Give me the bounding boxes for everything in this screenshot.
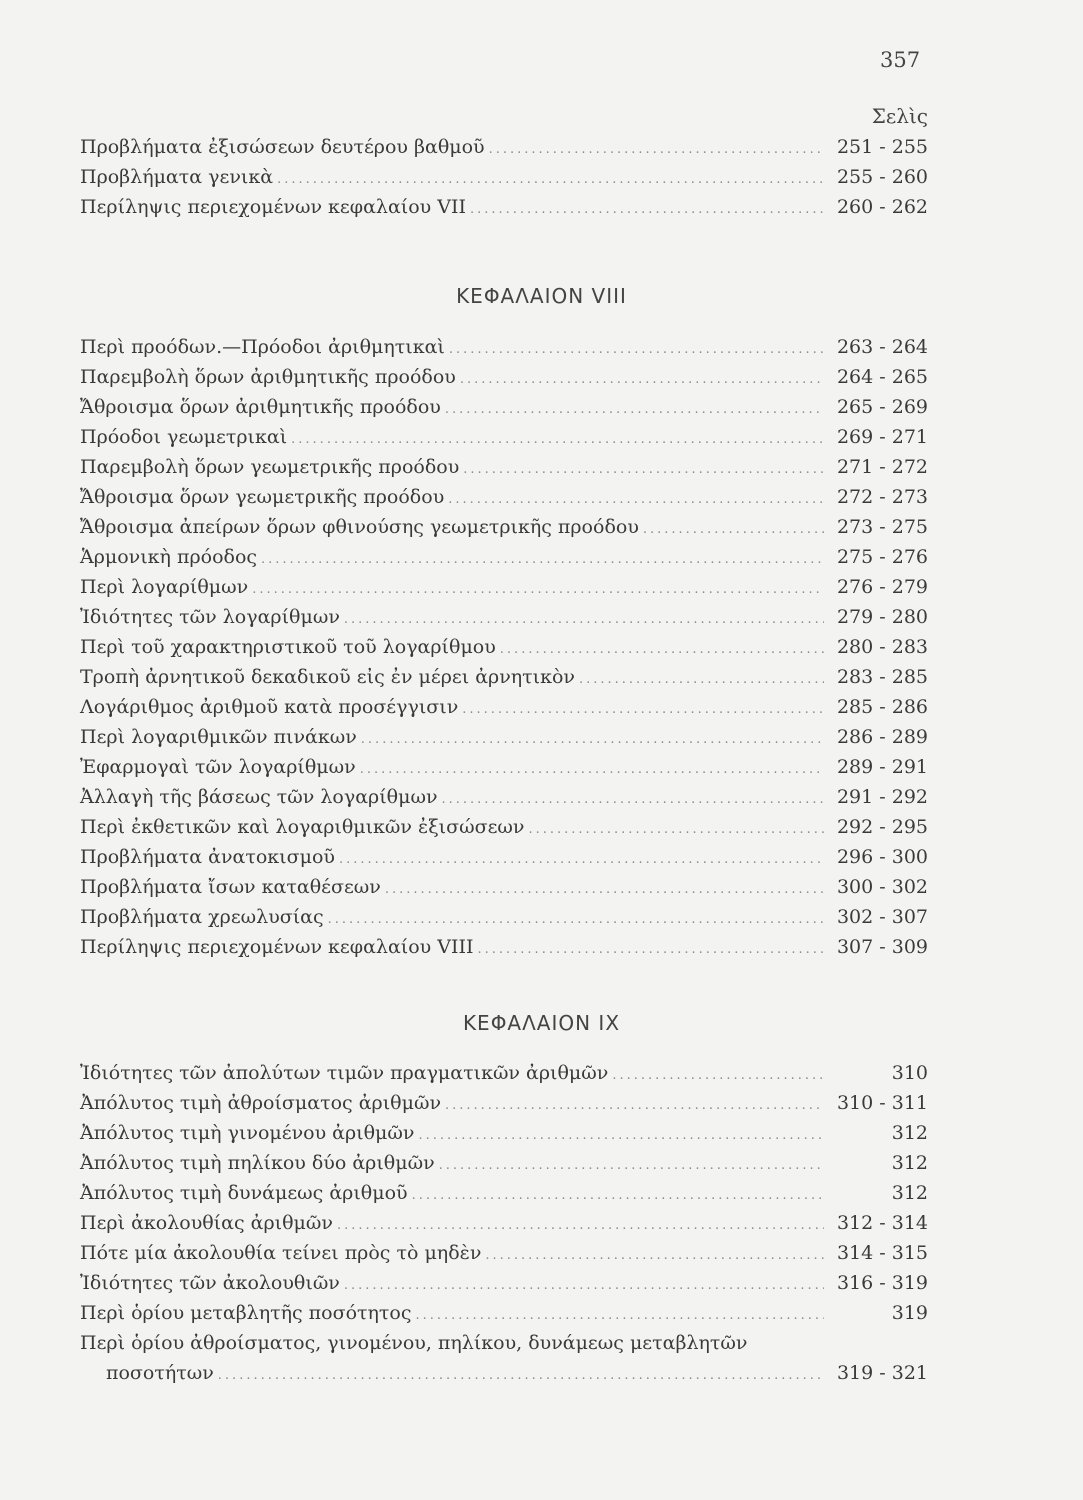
leader-dots (528, 822, 824, 837)
toc-entry (80, 486, 928, 516)
toc-entry (80, 606, 928, 636)
entry-pages: 271 - 272 (836, 456, 928, 478)
entry-title-continued: ποσοτήτων (106, 1362, 214, 1384)
entry-pages: 255 - 260 (836, 166, 928, 188)
entry-title: Περὶ ἐκθετικῶν καὶ λογαριθμικῶν ἐξισώσεων (80, 816, 525, 838)
leader-dots (361, 732, 824, 747)
toc-entry (80, 756, 928, 786)
entry-title: Περὶ ἀκολουθίας ἀριθμῶν (80, 1212, 333, 1234)
entry-pages: 312 (891, 1152, 928, 1174)
entry-title: Ἰδιότητες τῶν λογαρίθμων (80, 606, 340, 628)
entry-pages: 292 - 295 (836, 816, 928, 838)
entry-pages: 263 - 264 (836, 336, 928, 358)
toc-entry (80, 666, 928, 696)
entry-title: Τροπὴ ἀρνητικοῦ δεκαδικοῦ εἰς ἐν μέρει ἀρνητικὸν (80, 666, 575, 688)
leader-dots (344, 1278, 824, 1293)
toc-entry (80, 696, 928, 726)
leader-dots (643, 522, 824, 537)
entry-title: Πρόοδοι γεωμετρικαὶ (80, 426, 288, 448)
entry-pages: 302 - 307 (836, 906, 928, 928)
entry-title: Περὶ ὁρίου ἀθροίσματος, γινομένου, πηλίκου, δυνάμεως μεταβλητῶν (80, 1332, 748, 1354)
leader-dots (339, 852, 824, 867)
toc-entry (80, 426, 928, 456)
entry-title: Περὶ λογαριθμικῶν πινάκων (80, 726, 357, 748)
entry-title: Ἄθροισμα ἀπείρων ὅρων φθινούσης γεωμετρικῆς προόδου (80, 516, 639, 538)
toc-entry (80, 546, 928, 576)
entry-title: Περὶ ὁρίου μεταβλητῆς ποσότητος (80, 1302, 412, 1324)
entry-title: Παρεμβολὴ ὅρων ἀριθμητικῆς προόδου (80, 366, 456, 388)
leader-dots (445, 402, 824, 417)
entry-title: Προβλήματα ἴσων καταθέσεων (80, 876, 381, 898)
toc-entry-first-line (80, 1332, 928, 1362)
entry-title: Περίληψις περιεχομένων κεφαλαίου VIII (80, 936, 474, 958)
entry-pages: 285 - 286 (836, 696, 928, 718)
toc-entry (80, 726, 928, 756)
leader-dots (416, 1308, 825, 1323)
entry-title: Λογάριθμος ἀριθμοῦ κατὰ προσέγγισιν (80, 696, 459, 718)
entry-title: Ἀπόλυτος τιμὴ πηλίκου δύο ἀριθμῶν (80, 1152, 435, 1174)
entry-title: Ἐφαρμογαὶ τῶν λογαρίθμων (80, 756, 356, 778)
toc-entry (80, 1092, 928, 1122)
toc-entry (80, 816, 928, 846)
entry-pages: 310 (891, 1062, 928, 1084)
toc-entry (80, 1212, 928, 1242)
leader-dots (412, 1188, 824, 1203)
toc-entry (80, 1182, 928, 1212)
leader-dots (418, 1128, 824, 1143)
leader-dots (442, 792, 824, 807)
leader-dots (328, 912, 824, 927)
entry-title: Ἀπόλυτος τιμὴ γινομένου ἀριθμῶν (80, 1122, 415, 1144)
leader-dots (360, 762, 824, 777)
entry-title: Ἀπόλυτος τιμὴ ἀθροίσματος ἀριθμῶν (80, 1092, 441, 1114)
toc-entry (80, 846, 928, 876)
entry-title: Ἄθροισμα ὅρων ἀριθμητικῆς προόδου (80, 396, 441, 418)
entry-pages: 312 (891, 1182, 928, 1204)
leader-dots (449, 342, 824, 357)
leader-dots (448, 492, 824, 507)
entry-pages: 283 - 285 (836, 666, 928, 688)
entry-title: Ἄθροισμα ὅρων γεωμετρικῆς προόδου (80, 486, 445, 508)
toc-entry (80, 876, 928, 906)
entry-pages: 286 - 289 (836, 726, 928, 748)
leader-dots (500, 642, 824, 657)
leader-dots (291, 432, 824, 447)
toc-entry (80, 576, 928, 606)
toc-entry (80, 336, 928, 366)
toc-entry (80, 1272, 928, 1302)
toc-entry (80, 1062, 928, 1092)
entry-title: Ἁρμονικὴ πρόοδος (80, 546, 258, 568)
pages-column-header: Σελὶς (871, 104, 928, 128)
toc-entry-continuation (80, 1362, 928, 1392)
toc-entry (80, 136, 928, 166)
toc-entry (80, 396, 928, 426)
toc-entry (80, 456, 928, 486)
entry-pages: 272 - 273 (836, 486, 928, 508)
entry-title: Περίληψις περιεχομένων κεφαλαίου VII (80, 196, 466, 218)
leader-dots (277, 172, 824, 187)
entry-pages: 316 - 319 (836, 1272, 928, 1294)
toc-entry (80, 906, 928, 936)
entry-pages: 296 - 300 (836, 846, 928, 868)
leader-dots (470, 202, 824, 217)
chapter-heading: ΚΕΦΑΛΑΙΟΝ VIII (456, 284, 627, 308)
toc-entry (80, 166, 928, 196)
entry-title: Προβλήματα ἀνατοκισμοῦ (80, 846, 335, 868)
entry-pages: 276 - 279 (836, 576, 928, 598)
entry-pages: 260 - 262 (836, 196, 928, 218)
entry-pages: 312 - 314 (836, 1212, 928, 1234)
leader-dots (218, 1368, 824, 1383)
leader-dots (261, 552, 824, 567)
entry-pages: 314 - 315 (836, 1242, 928, 1264)
entry-pages: 291 - 292 (836, 786, 928, 808)
leader-dots (579, 672, 824, 687)
entry-title: Παρεμβολὴ ὅρων γεωμετρικῆς προόδου (80, 456, 460, 478)
leader-dots (337, 1218, 824, 1233)
entry-pages: 319 (891, 1302, 928, 1324)
leader-dots (478, 942, 825, 957)
top-entries (80, 136, 928, 226)
entry-title: Προβλήματα γενικὰ (80, 166, 274, 188)
leader-dots (439, 1158, 824, 1173)
toc-entry (80, 1152, 928, 1182)
entry-title: Περὶ τοῦ χαρακτηριστικοῦ τοῦ λογαρίθμου (80, 636, 496, 658)
entry-title: Ἰδιότητες τῶν ἀπολύτων τιμῶν πραγματικῶν ἀριθμῶν (80, 1062, 609, 1084)
entry-title: Ἰδιότητες τῶν ἀκολουθιῶν (80, 1272, 340, 1294)
entry-pages: 251 - 255 (836, 136, 928, 158)
entry-pages: 280 - 283 (836, 636, 928, 658)
entry-pages: 307 - 309 (836, 936, 928, 958)
entry-title: Ἀλλαγὴ τῆς βάσεως τῶν λογαρίθμων (80, 786, 438, 808)
toc-entry (80, 936, 928, 966)
page-number: 357 (880, 48, 921, 72)
leader-dots (460, 372, 824, 387)
toc-entry (80, 366, 928, 396)
leader-dots (462, 702, 824, 717)
leader-dots (385, 882, 824, 897)
entry-pages: 275 - 276 (836, 546, 928, 568)
entry-title: Ἀπόλυτος τιμὴ δυνάμεως ἀριθμοῦ (80, 1182, 408, 1204)
entry-title: Πότε μία ἀκολουθία τείνει πρὸς τὸ μηδὲν (80, 1242, 482, 1264)
chapter-viii-entries (80, 336, 928, 966)
entry-title: Προβλήματα ἐξισώσεων δευτέρου βαθμοῦ (80, 136, 485, 158)
entry-pages: 279 - 280 (836, 606, 928, 628)
entry-pages: 310 - 311 (836, 1092, 928, 1114)
toc-entry (80, 636, 928, 666)
entry-pages: 264 - 265 (836, 366, 928, 388)
entry-pages: 265 - 269 (836, 396, 928, 418)
chapter-ix-entries (80, 1062, 928, 1392)
leader-dots (252, 582, 824, 597)
toc-entry (80, 1122, 928, 1152)
toc-entry (80, 516, 928, 546)
toc-entry (80, 196, 928, 226)
leader-dots (463, 462, 824, 477)
entry-pages: 319 - 321 (836, 1362, 928, 1384)
toc-entry (80, 1302, 928, 1332)
entry-pages: 312 (891, 1122, 928, 1144)
toc-entry (80, 786, 928, 816)
entry-pages: 289 - 291 (836, 756, 928, 778)
leader-dots (344, 612, 824, 627)
entry-pages: 269 - 271 (836, 426, 928, 448)
toc-entry (80, 1242, 928, 1272)
leader-dots (485, 1248, 824, 1263)
leader-dots (489, 142, 824, 157)
entry-title: Προβλήματα χρεωλυσίας (80, 906, 324, 928)
entry-pages: 300 - 302 (836, 876, 928, 898)
entry-title: Περὶ λογαρίθμων (80, 576, 249, 598)
entry-pages: 273 - 275 (836, 516, 928, 538)
leader-dots (612, 1068, 824, 1083)
leader-dots (445, 1098, 824, 1113)
chapter-heading: ΚΕΦΑΛΑΙΟΝ IX (462, 1011, 621, 1035)
entry-title: Περὶ προόδων.—Πρόοδοι ἀριθμητικαὶ (80, 336, 445, 358)
